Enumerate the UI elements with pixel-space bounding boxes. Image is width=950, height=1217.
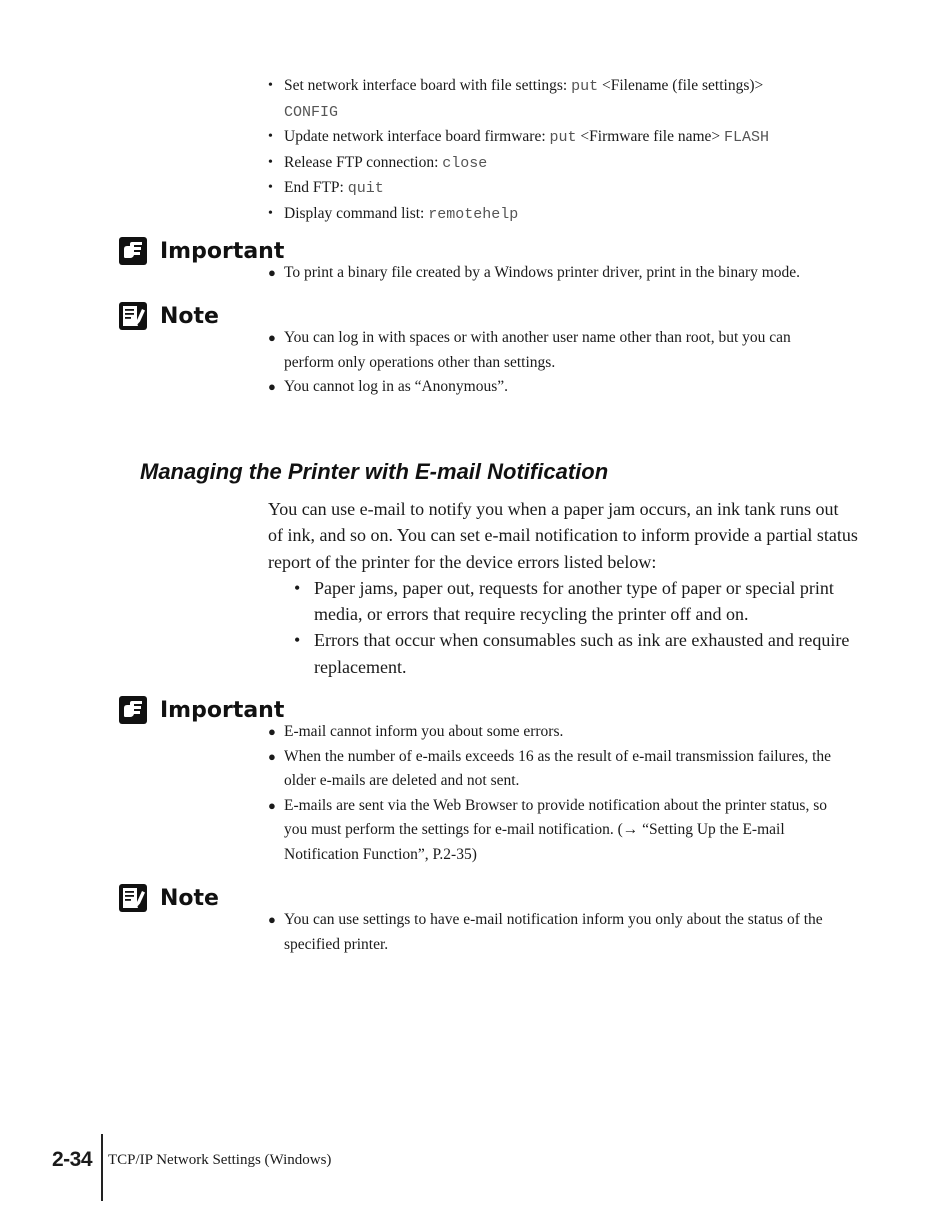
chapter-title: TCP/IP Network Settings (Windows): [108, 1152, 332, 1168]
pointing-hand-icon: [118, 695, 148, 725]
important-list: [268, 720, 848, 867]
memo-pen-icon: [118, 301, 148, 331]
note-callout-heading: [118, 881, 219, 915]
list-item: • Set network interface board with file settings: put <Filename (file settings)> CONFIG: [268, 74, 868, 125]
device-error-list: [268, 575, 858, 680]
note-label: Note: [160, 885, 219, 911]
note-list: [268, 326, 843, 400]
note-callout-heading: [118, 299, 219, 333]
list-item: • Paper jams, paper out, requests for another type of paper or special print media, or errors that require recycling the printer off and on.: [294, 575, 858, 628]
page-number: 2-34: [52, 1148, 93, 1171]
list-item: • Display command list: remotehelp: [268, 202, 868, 228]
list-item: ● You can log in with spaces or with another user name other than root, but you can perform only operations other than settings.: [268, 326, 843, 375]
list-item: • End FTP: quit: [268, 176, 868, 202]
ftp-command-list: [268, 74, 868, 227]
memo-pen-icon: [118, 883, 148, 913]
list-item: ● E-mails are sent via the Web Browser to provide notification about the printer status, so you must perform the settings for e-mail notification. (→ “Setting Up the E-mail Notification Function”, P.2-35): [268, 794, 848, 868]
list-item: ● To print a binary file created by a Windows printer driver, print in the binary mode.: [268, 261, 858, 286]
important-callout-heading: [118, 693, 284, 727]
list-item: • Update network interface board firmware: put <Firmware file name> FLASH: [268, 125, 868, 151]
important-callout-heading: [118, 234, 284, 268]
page-footer: [0, 1132, 950, 1202]
code-remotehelp: remotehelp: [428, 205, 519, 223]
section-paragraph: You can use e-mail to notify you when a paper jam occurs, an ink tank runs out of ink, and so on. You can set e-mail notification to inform provide a partial status report of the printer for the device errors listed below:: [268, 499, 858, 572]
section-title: Managing the Printer with E-mail Notification: [140, 459, 609, 484]
code-flash: FLASH: [724, 129, 770, 146]
code-config: CONFIG: [284, 103, 339, 121]
list-item: ● You cannot log in as “Anonymous”.: [268, 375, 843, 400]
note-list: [268, 908, 853, 957]
important-label: Important: [160, 238, 285, 264]
important-label: Important: [160, 697, 285, 723]
list-item: ● E-mail cannot inform you about some errors.: [268, 720, 848, 745]
code-put: put: [549, 129, 577, 146]
note-label: Note: [160, 303, 219, 329]
list-item: ● You can use settings to have e-mail notification inform you only about the status of the specified printer.: [268, 908, 853, 957]
code-put: put: [571, 78, 599, 95]
list-item: ● When the number of e-mails exceeds 16 as the result of e-mail transmission failures, the older e-mails are deleted and not sent.: [268, 745, 848, 794]
pointing-hand-icon: [118, 236, 148, 266]
code-quit: quit: [347, 180, 384, 197]
footer-divider: [101, 1134, 103, 1201]
section-body: [268, 496, 858, 680]
list-item: • Release FTP connection: close: [268, 151, 868, 177]
important-list: [268, 261, 858, 286]
list-item: • Errors that occur when consumables such as ink are exhausted and require replacement.: [294, 627, 858, 680]
code-close: close: [442, 154, 488, 172]
